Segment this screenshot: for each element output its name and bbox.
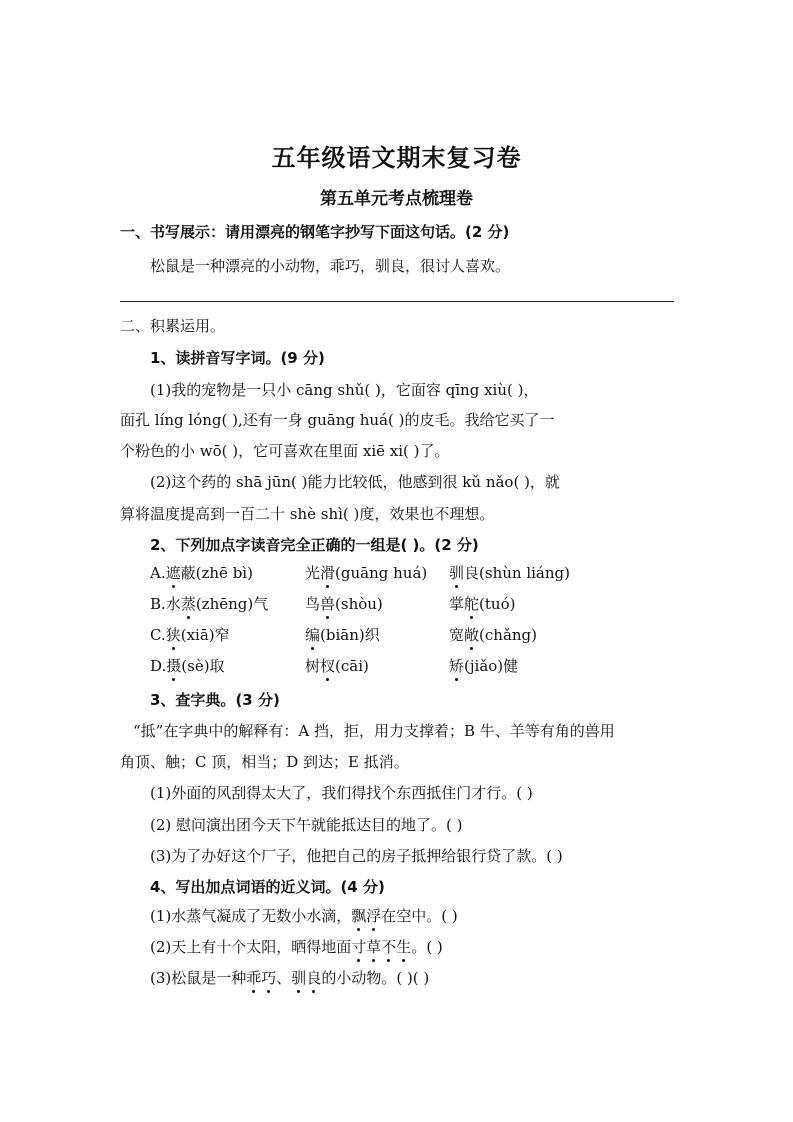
q1-part1-line3: 个粉色的小 wō( )，它可喜欢在里面 xiē xi( )了。 (120, 442, 450, 460)
q3-definition-line1: “抵”在字典中的解释有：A 挡，拒，用力支撑着；B 牛、羊等有角的兽用 (133, 722, 615, 740)
dotted-word: 寸草不生 (351, 938, 412, 956)
dotted-word: 飘浮 (351, 907, 382, 925)
q2-option-d-word2: 树杈(cāi) (305, 657, 369, 675)
q3-item-1: (1)外面的风刮得太大了，我们得找个东西抵住门才行。( ) (150, 784, 533, 802)
q3-item-3: (3)为了办好这个厂子，他把自己的房子抵押给银行贷了款。( ) (150, 847, 563, 865)
exam-title: 五年级语文期末复习卷 (271, 144, 522, 172)
q3-definition-line2: 角顶、触；C 顶，相当；D 到达；E 抵消。 (120, 753, 409, 771)
q2-option-b-word2: 鸟兽(shòu) (305, 595, 383, 613)
q3-heading: 3、查字典。(3 分) (150, 691, 280, 709)
q1-part2-line1: (2)这个药的 shā jūn( )能力比较低，他感到很 kǔ nǎo( )，就 (150, 473, 560, 491)
q1-part1-line1: (1)我的宠物是一只小 cāng shǔ( )，它面容 qīng xiù( )， (150, 381, 539, 399)
q1-part2-line2: 算将温度提高到一百二十 shè shì( )度，效果也不理想。 (120, 505, 495, 523)
writing-line[interactable] (120, 301, 674, 302)
q2-option-b: B.水蒸(zhēng)气 (150, 595, 269, 613)
q1-heading: 1、读拼音写字词。(9 分) (150, 349, 325, 367)
q4-item-1: (1)水蒸气凝成了无数小水滴，飘浮在空中。( ) (150, 907, 458, 925)
q2-option-d: D.摄(sè)取 (150, 657, 225, 675)
q2-option-a-word3: 驯良(shùn liáng) (449, 564, 570, 582)
q2-option-c: C.狭(xiā)窄 (150, 626, 230, 644)
dotted-word: 乖巧 (246, 969, 277, 987)
q2-option-a: A.遮蔽(zhē bì) (150, 564, 253, 582)
q2-option-a-word2: 光滑(guāng huá) (305, 564, 428, 582)
dotted-word: 驯良 (291, 969, 322, 987)
section-1-heading: 一、书写展示：请用漂亮的钢笔字抄写下面这句话。(2 分) (120, 223, 510, 241)
exam-subtitle: 第五单元考点梳理卷 (320, 189, 473, 209)
copy-sentence: 松鼠是一种漂亮的小动物，乖巧，驯良，很讨人喜欢。 (150, 257, 511, 275)
q4-item-2: (2)天上有十个太阳，晒得地面寸草不生。( ) (150, 938, 443, 956)
q4-item-3: (3)松鼠是一种乖巧、驯良的小动物。( )( ) (150, 969, 430, 987)
q3-item-2: (2) 慰问演出团今天下午就能抵达目的地了。( ) (150, 816, 463, 834)
q2-option-b-word3: 掌舵(tuó) (449, 595, 516, 613)
q2-option-c-word3: 宽敞(chǎng) (449, 626, 538, 644)
q1-part1-line2: 面孔 líng lóng( ),还有一身 guāng huá( )的皮毛。我给它买了一 (120, 411, 555, 429)
section-2-heading: 二、积累运用。 (120, 317, 226, 335)
q2-heading: 2、下列加点字读音完全正确的一组是( )。(2 分) (150, 536, 479, 554)
q2-option-d-word3: 矫(jiǎo)健 (449, 657, 519, 675)
q2-option-c-word2: 编(biān)织 (305, 626, 380, 644)
q4-heading: 4、写出加点词语的近义词。(4 分) (150, 878, 385, 896)
